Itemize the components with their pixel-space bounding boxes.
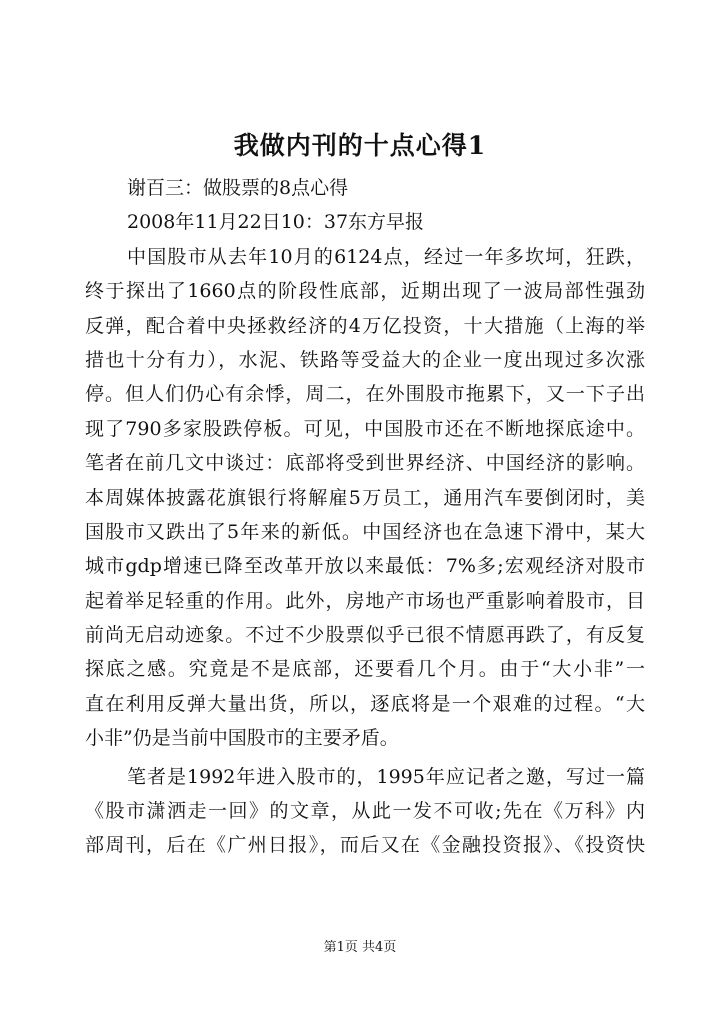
paragraph-line: 措也十分有力），水泥、铁路等受益大的企业一度出现过多次涨: [85, 348, 645, 371]
paragraph-line: 反弹，配合着中央拯救经济的4万亿投资，十大措施（上海的举: [85, 314, 645, 337]
paragraph-line: 本周媒体披露花旗银行将解雇5万员工，通用汽车要倒闭时，美: [85, 486, 645, 509]
subtitle-line: 谢百三：做股票的8点心得: [127, 177, 349, 199]
paragraph-line: 直在利用反弹大量出货，所以，逐底将是一个艰难的过程。“大: [85, 692, 645, 715]
paragraph-line: 部周刊，后在《广州日报》，而后又在《金融投资报》、《投资快: [85, 834, 645, 857]
paragraph-line: 现了790多家股跌停板。可见，中国股市还在不断地探底途中。: [85, 417, 645, 440]
page-indicator: 第1页 共4页: [323, 940, 397, 955]
paragraph-line: 停。但人们仍心有余悸，周二，在外围股市拖累下，又一下子出: [85, 383, 645, 406]
document-title: 我做内刊的十点心得1: [233, 131, 487, 160]
paragraph-line: 中国股市从去年10月的6124点，经过一年多坎坷，狂跌，: [127, 245, 645, 268]
paragraph-line: 国股市又跌出了5年来的新低。中国经济也在急速下滑中，某大: [85, 520, 645, 543]
paragraph-line: 笔者是1992年进入股市的，1995年应记者之邀，写过一篇: [127, 765, 645, 788]
paragraph-line: 探底之感。究竟是不是底部，还要看几个月。由于“大小非”一: [85, 658, 645, 681]
document-body: [85, 171, 645, 863]
paragraph-line: 城市gdp增速已降至改革开放以来最低：7%多;宏观经济对股市: [85, 555, 645, 578]
paragraph-line: 笔者在前几文中谈过：底部将受到世界经济、中国经济的影响。: [85, 452, 645, 475]
paragraph-line: 终于探出了1660点的阶段性底部，近期出现了一波局部性强劲: [85, 280, 645, 303]
paragraph-line: 前尚无启动迹象。不过不少股票似乎已很不情愿再跌了，有反复: [85, 624, 645, 647]
dateline: 2008年11月22日10：37东方早报: [127, 211, 425, 234]
paragraph-line: 《股市潇洒走一回》的文章，从此一发不可收;先在《万科》内: [85, 800, 645, 823]
paragraph-2: [85, 760, 645, 863]
paragraph-1: [85, 240, 645, 756]
paragraph-line: 小非”仍是当前中国股市的主要矛盾。: [85, 727, 399, 750]
paragraph-line: 起着举足轻重的作用。此外，房地产市场也严重影响着股市，目: [85, 589, 645, 612]
